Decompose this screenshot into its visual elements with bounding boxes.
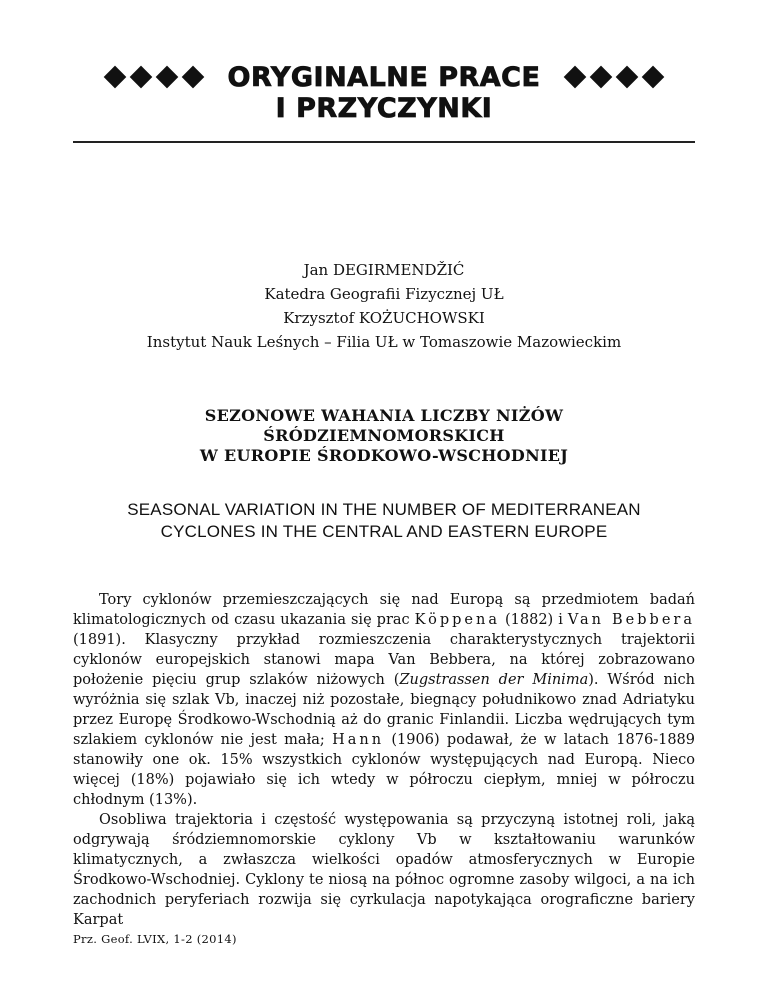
section-banner — [0, 62, 768, 124]
header-divider — [73, 141, 695, 143]
italic-term: Zugstrassen der Minima — [399, 672, 589, 688]
journal-citation: Prz. Geof. LVIX, 1-2 (2014) — [73, 932, 237, 946]
diamond-icon — [564, 66, 587, 89]
section-title — [228, 62, 541, 124]
diamond-icon — [590, 66, 613, 89]
diamond-ornament-left — [104, 66, 204, 88]
author-citation-van-bebber: Van Bebbera — [567, 612, 695, 628]
author-citation-koppen: Köppena — [414, 612, 500, 628]
diamond-ornament-right — [564, 66, 664, 88]
section-title-line1: ORYGINALNE PRACE — [227, 62, 541, 93]
diamond-icon — [129, 66, 152, 89]
article-body — [73, 590, 695, 930]
diamond-icon — [181, 66, 204, 89]
paragraph-1: Tory cyklonów przemieszczających się nad Europą są przedmiotem badań klimatologicznych od czasu ukazania się prac Köppena (1882) i Van Bebbera (1891). Klasyczny przykład rozmieszczenia charakterystycznych trajektorii cyklonów europejskich stanowi mapa Van Bebbera, na której zobrazowano położenie pięciu grup szlaków niżowych (Zugstrassen der Minima). Wśród nich wyróżnia się szlak Vb, inaczej niż pozostałe, biegnący południkowo znad Adriatyku przez Europę Środkowo-Wschodnią aż do granic Finlandii. Liczba wędrujących tym szlakiem cyklonów nie jest mała; Hann (1906) podawał, że w latach 1876-1889 stanowiły one ok. 15% wszystkich cyklonów występujących nad Europą. Nieco więcej (18%) pojawiało się ich wtedy w półroczu ciepłym, mniej w półroczu chłodnym (13%). — [73, 592, 695, 808]
author-block — [0, 258, 768, 354]
article-title-english — [0, 499, 768, 543]
title-pl-line2: ŚRÓDZIEMNOMORSKICH — [263, 426, 505, 445]
title-pl-line1: SEZONOWE WAHANIA LICZBY NIŻÓW — [204, 406, 564, 425]
author-name-1: Jan DEGIRMENDŽIĆ — [303, 261, 465, 279]
section-title-line2: I PRZYCZYNKI — [275, 93, 493, 124]
title-en-line2: CYCLONES IN THE CENTRAL AND EASTERN EUROPE — [160, 522, 608, 541]
author-affiliation-2: Instytut Nauk Leśnych – Filia UŁ w Tomaszowie Mazowieckim — [146, 333, 622, 351]
diamond-icon — [103, 66, 126, 89]
article-title-polish — [0, 406, 768, 466]
diamond-icon — [616, 66, 639, 89]
author-affiliation-1: Katedra Geografii Fizycznej UŁ — [264, 285, 504, 303]
author-citation-hann: Hann — [332, 732, 385, 748]
title-pl-line3: W EUROPIE ŚRODKOWO-WSCHODNIEJ — [199, 446, 569, 465]
diamond-icon — [155, 66, 178, 89]
diamond-icon — [642, 66, 665, 89]
title-en-line1: SEASONAL VARIATION IN THE NUMBER OF MEDITERRANEAN — [127, 500, 641, 519]
author-name-2: Krzysztof KOŻUCHOWSKI — [283, 309, 485, 327]
paragraph-2: Osobliwa trajektoria i częstość występowania są przyczyną istotnej roli, jaką odgrywają śródziemnomorskie cyklony Vb w kształtowaniu warunków klimatycznych, a zwłaszcza wielkości opadów atmosferycznych w Europie Środkowo-Wschodniej. Cyklony te niosą na północ ogromne zasoby wilgoci, a na ich zachodnich peryferiach rozwija się cyrkulacja napotykająca orograficzne bariery Karpat — [73, 812, 695, 928]
